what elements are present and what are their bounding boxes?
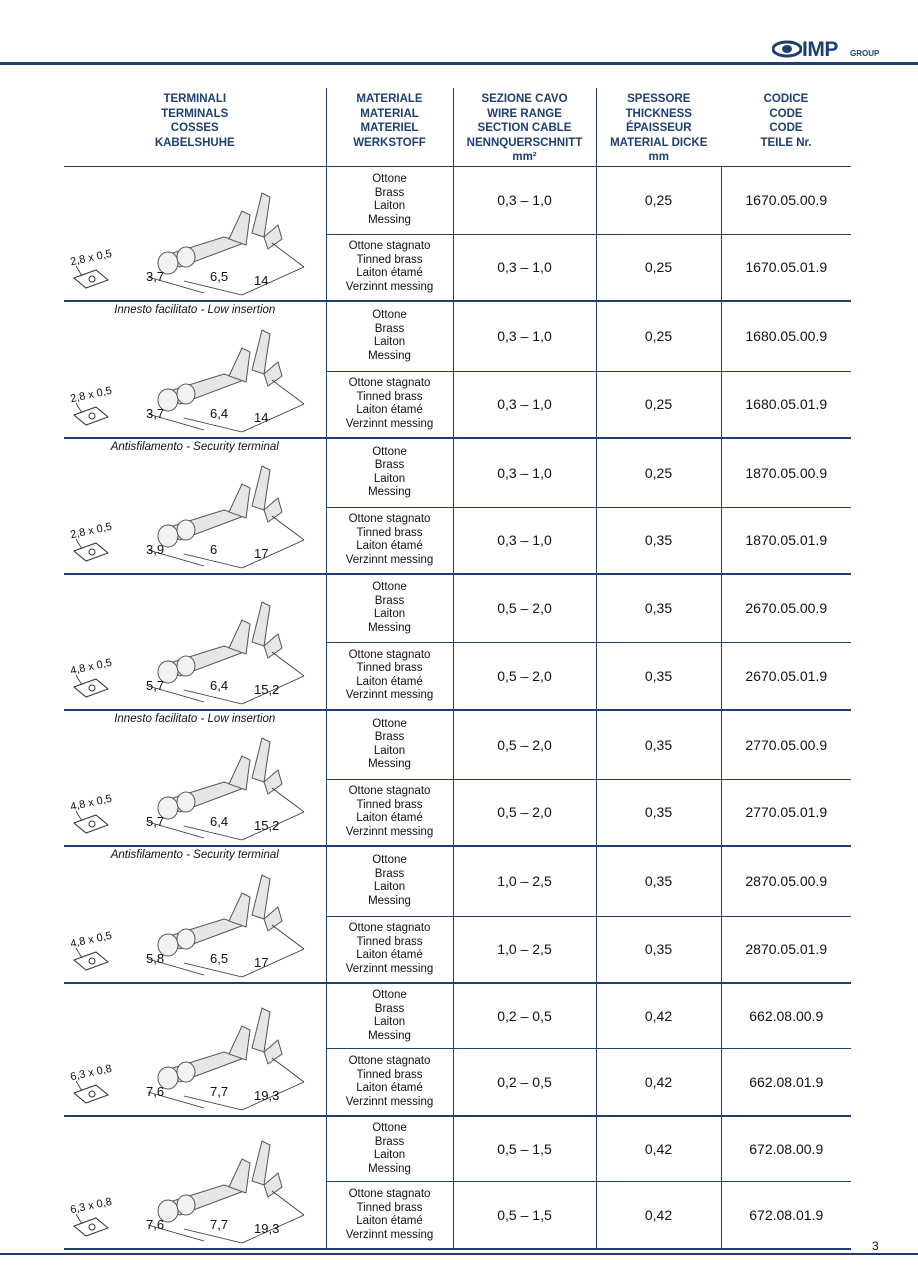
material-cell: Ottone stagnato Tinned brass Laiton étamé Verzinnt messing — [326, 371, 453, 438]
terminal-drawing — [64, 302, 326, 437]
wire-range-cell: 0,2 – 0,5 — [453, 983, 596, 1049]
code-cell: 1680.05.00.9 — [721, 301, 851, 371]
thickness-cell: 0,25 — [596, 438, 721, 507]
terminal-variant-label: Innesto facilitato - Low insertion — [114, 713, 276, 725]
material-cell: Ottone Brass Laiton Messing — [326, 710, 453, 779]
wire-range-cell: 0,3 – 1,0 — [453, 301, 596, 371]
material-cell: Ottone Brass Laiton Messing — [326, 438, 453, 507]
terminal-variant-label: Antisfilamento - Security terminal — [110, 849, 279, 861]
thickness-cell: 0,35 — [596, 642, 721, 710]
thickness-cell: 0,25 — [596, 301, 721, 371]
dim-label: 6,5 — [210, 951, 229, 966]
material-cell: Ottone stagnato Tinned brass Laiton étamé Verzinnt messing — [326, 642, 453, 710]
code-cell: 662.08.00.9 — [721, 983, 851, 1049]
logo-mark-icon — [772, 38, 802, 60]
dim-label: 17 — [254, 546, 269, 561]
header-thickness: SPESSORE THICKNESS ÉPAISSEUR MATERIAL DICKE mm — [596, 88, 721, 167]
dim-label: 6 — [210, 542, 218, 557]
header-wire-range: SEZIONE CAVO WIRE RANGE SECTION CABLE NENNQUERSCHNITT mm² — [453, 88, 596, 167]
wire-range-cell: 0,5 – 2,0 — [453, 574, 596, 642]
tab-size-label: 6,3 x 0,8 — [69, 1195, 113, 1217]
tab-size-label: 2,8 x 0,5 — [69, 384, 113, 406]
thickness-cell: 0,35 — [596, 779, 721, 846]
material-cell: Ottone Brass Laiton Messing — [326, 1116, 453, 1182]
code-cell: 1680.05.01.9 — [721, 371, 851, 438]
terminal-illustration — [64, 167, 326, 302]
terminal-variant-label: Innesto facilitato - Low insertion — [114, 304, 276, 316]
tab-size-label: 4,8 x 0,5 — [69, 929, 113, 951]
table-row — [64, 983, 851, 1049]
terminal-drawing — [64, 575, 326, 709]
code-cell: 672.08.01.9 — [721, 1182, 851, 1249]
terminal-drawing — [64, 984, 326, 1115]
dim-label: 6,4 — [210, 814, 229, 829]
terminal-illustration — [64, 710, 326, 846]
header-code: CODICE CODE CODE TEILE Nr. — [760, 93, 812, 149]
thickness-cell: 0,25 — [596, 234, 721, 301]
terminal-illustration — [64, 1116, 326, 1249]
tab-size-label: 2,8 x 0,5 — [69, 520, 113, 542]
dim-label: 17 — [254, 955, 269, 970]
code-cell: 2770.05.01.9 — [721, 779, 851, 846]
wire-range-cell: 1,0 – 2,5 — [453, 916, 596, 983]
terminal-illustration — [64, 438, 326, 574]
code-cell: 672.08.00.9 — [721, 1116, 851, 1182]
thickness-cell: 0,35 — [596, 574, 721, 642]
code-cell: 662.08.01.9 — [721, 1049, 851, 1116]
thickness-cell: 0,42 — [596, 1116, 721, 1182]
code-cell: 1870.05.00.9 — [721, 438, 851, 507]
thickness-cell: 0,25 — [596, 167, 721, 235]
wire-range-cell: 0,3 – 1,0 — [453, 507, 596, 574]
dim-label: 6,5 — [210, 269, 229, 284]
bottom-rule — [0, 1253, 918, 1255]
dim-label: 3,9 — [146, 542, 165, 557]
dim-label: 3,7 — [146, 406, 165, 421]
terminal-drawing — [64, 439, 326, 573]
terminal-illustration — [64, 301, 326, 438]
dim-label: 14 — [254, 273, 269, 288]
code-cell: 1670.05.00.9 — [721, 167, 851, 235]
material-cell: Ottone stagnato Tinned brass Laiton étamé Verzinnt messing — [326, 234, 453, 301]
table-row — [64, 574, 851, 642]
thickness-cell: 0,35 — [596, 846, 721, 916]
material-cell: Ottone Brass Laiton Messing — [326, 167, 453, 235]
dim-label: 19,3 — [254, 1088, 280, 1103]
logo-word: IMP — [802, 38, 838, 61]
material-cell: Ottone stagnato Tinned brass Laiton étamé Verzinnt messing — [326, 779, 453, 846]
terminal-illustration — [64, 846, 326, 983]
dim-label: 15,2 — [254, 682, 280, 697]
material-cell: Ottone stagnato Tinned brass Laiton étamé Verzinnt messing — [326, 1182, 453, 1249]
dim-label: 5,7 — [146, 678, 165, 693]
table-header-row — [64, 88, 851, 167]
thickness-cell: 0,35 — [596, 507, 721, 574]
dim-label: 7,6 — [146, 1217, 165, 1232]
dim-label: 7,6 — [146, 1084, 165, 1099]
header-material: MATERIALE MATERIAL MATERIEL WERKSTOFF — [326, 88, 453, 167]
tab-size-label: 6,3 x 0,8 — [69, 1062, 113, 1084]
material-cell: Ottone Brass Laiton Messing — [326, 301, 453, 371]
dim-label: 15,2 — [254, 818, 280, 833]
dim-label: 3,7 — [146, 269, 165, 284]
code-cell: 2870.05.01.9 — [721, 916, 851, 983]
terminals-table — [64, 88, 851, 1250]
thickness-cell: 0,35 — [596, 916, 721, 983]
dim-label: 6,4 — [210, 406, 229, 421]
wire-range-cell: 0,5 – 1,5 — [453, 1116, 596, 1182]
tab-size-label: 4,8 x 0,5 — [69, 792, 113, 814]
wire-range-cell: 0,3 – 1,0 — [453, 438, 596, 507]
thickness-cell: 0,35 — [596, 710, 721, 779]
table-row — [64, 167, 851, 235]
wire-range-cell: 0,5 – 1,5 — [453, 1182, 596, 1249]
wire-range-cell: 0,3 – 1,0 — [453, 371, 596, 438]
logo-group-text: GROUP — [850, 49, 880, 58]
dim-label: 19,3 — [254, 1221, 280, 1236]
material-cell: Ottone Brass Laiton Messing — [326, 574, 453, 642]
terminal-illustration — [64, 983, 326, 1116]
wire-range-cell: 0,5 – 2,0 — [453, 779, 596, 846]
terminal-drawing — [64, 1117, 326, 1248]
table-row — [64, 301, 851, 371]
wire-range-cell: 1,0 – 2,5 — [453, 846, 596, 916]
terminal-drawing — [64, 711, 326, 845]
imp-group-logo — [772, 38, 892, 62]
wire-range-cell: 0,3 – 1,0 — [453, 234, 596, 301]
wire-range-cell: 0,5 – 2,0 — [453, 642, 596, 710]
table-row — [64, 846, 851, 916]
tab-size-label: 4,8 x 0,5 — [69, 656, 113, 678]
top-rule — [0, 62, 918, 65]
header-terminals: TERMINALI TERMINALS COSSES KABELSHUHE — [154, 93, 235, 149]
thickness-cell: 0,25 — [596, 371, 721, 438]
code-cell: 2670.05.01.9 — [721, 642, 851, 710]
terminal-drawing — [64, 167, 326, 300]
code-cell: 2870.05.00.9 — [721, 846, 851, 916]
table-row — [64, 710, 851, 779]
dim-label: 7,7 — [210, 1217, 229, 1232]
terminal-illustration — [64, 574, 326, 710]
code-cell: 1670.05.01.9 — [721, 234, 851, 301]
thickness-cell: 0,42 — [596, 983, 721, 1049]
dim-label: 5,8 — [146, 951, 165, 966]
dim-label: 6,4 — [210, 678, 229, 693]
material-cell: Ottone stagnato Tinned brass Laiton étamé Verzinnt messing — [326, 916, 453, 983]
wire-range-cell: 0,2 – 0,5 — [453, 1049, 596, 1116]
material-cell: Ottone Brass Laiton Messing — [326, 846, 453, 916]
tab-size-label: 2,8 x 0,5 — [69, 247, 113, 269]
dim-label: 7,7 — [210, 1084, 229, 1099]
dim-label: 5,7 — [146, 814, 165, 829]
dim-label: 14 — [254, 410, 269, 425]
wire-range-cell: 0,5 – 2,0 — [453, 710, 596, 779]
page-number: 3 — [872, 1239, 879, 1253]
code-cell: 2770.05.00.9 — [721, 710, 851, 779]
table-row — [64, 1116, 851, 1182]
material-cell: Ottone stagnato Tinned brass Laiton étamé Verzinnt messing — [326, 507, 453, 574]
table-row — [64, 438, 851, 507]
terminal-drawing — [64, 847, 326, 982]
code-cell: 1870.05.01.9 — [721, 507, 851, 574]
thickness-cell: 0,42 — [596, 1182, 721, 1249]
code-cell: 2670.05.00.9 — [721, 574, 851, 642]
material-cell: Ottone stagnato Tinned brass Laiton étamé Verzinnt messing — [326, 1049, 453, 1116]
wire-range-cell: 0,3 – 1,0 — [453, 167, 596, 235]
terminal-variant-label: Antisfilamento - Security terminal — [110, 441, 279, 453]
material-cell: Ottone Brass Laiton Messing — [326, 983, 453, 1049]
thickness-cell: 0,42 — [596, 1049, 721, 1116]
